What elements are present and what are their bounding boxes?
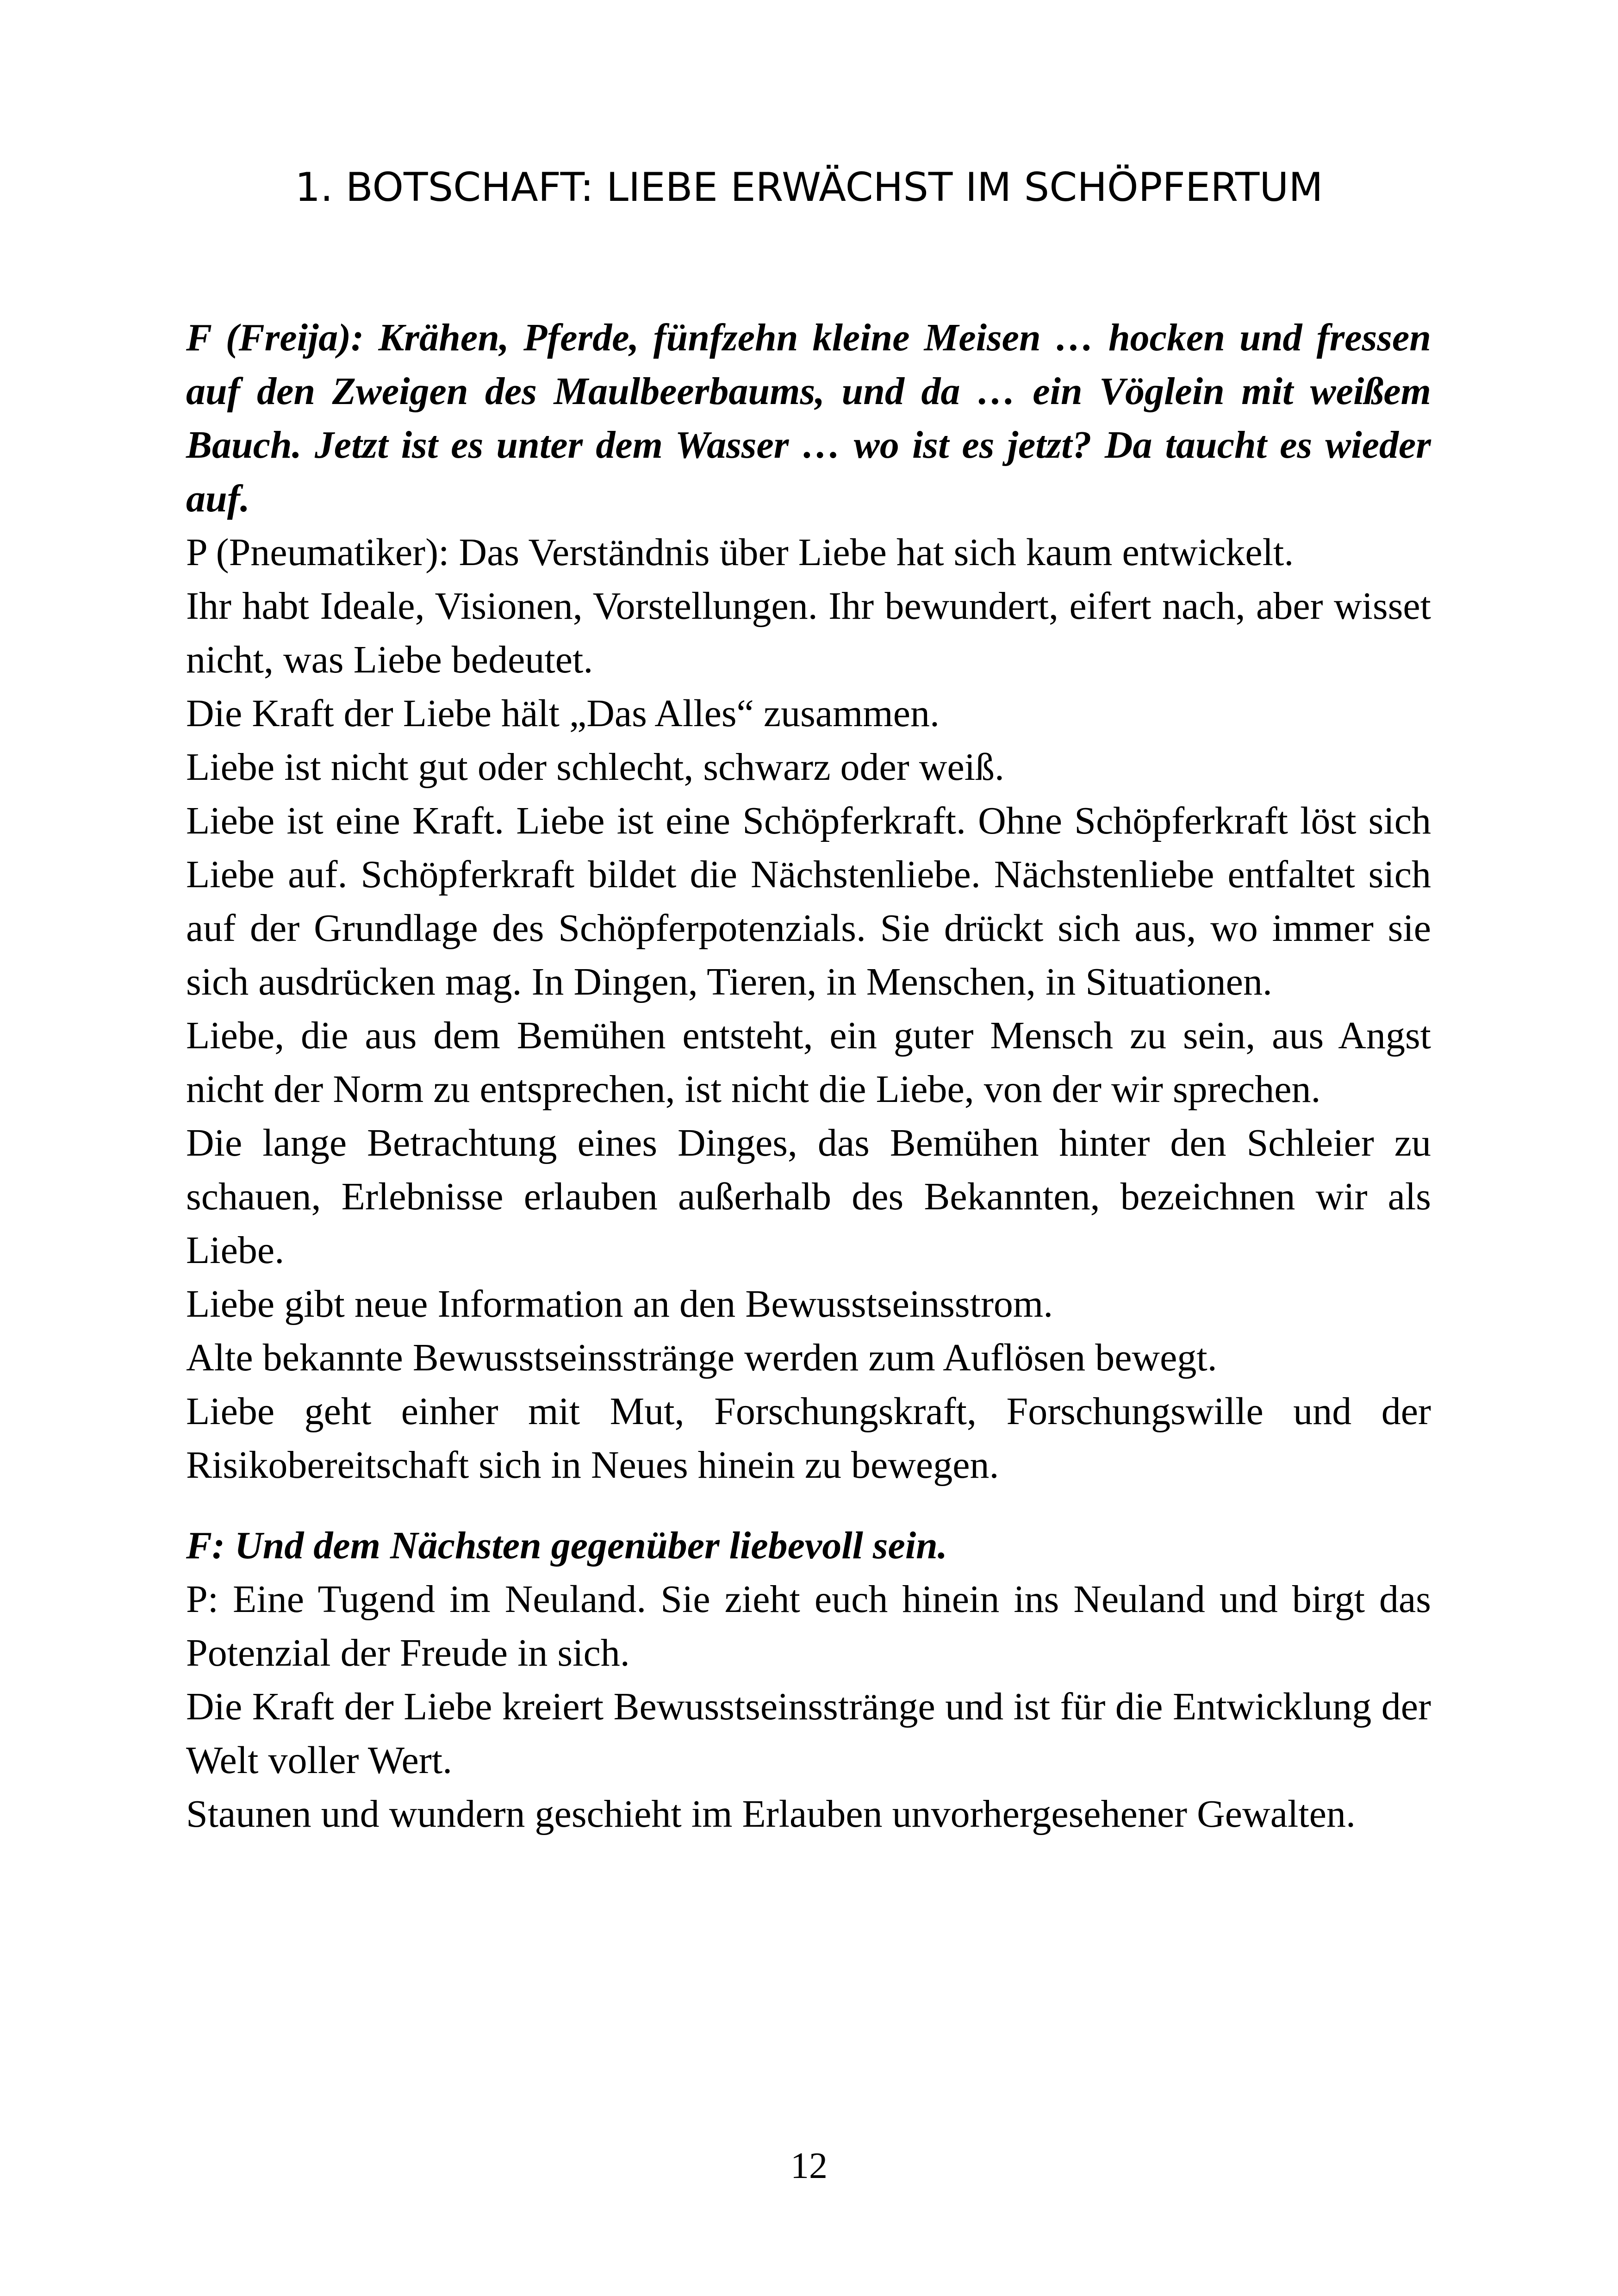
answer-paragraph: Alte bekannte Bewusstseinsstränge werden zum Auflösen bewegt. [186, 1336, 1217, 1379]
answer-paragraph: Die lange Betrachtung eines Dinges, das Bemühen hinter den Schleier zu schauen, Erlebnisse erlauben außerhalb des Bekannten, bezeichnen wir als Liebe. [186, 1121, 1431, 1272]
answer-paragraph: Staunen und wundern geschieht im Erlauben unvorhergesehener Gewalten. [186, 1792, 1356, 1836]
answer-paragraph: Die Kraft der Liebe kreiert Bewusstseinsstränge und ist für die Entwicklung der Welt voller Wert. [186, 1685, 1431, 1782]
answer-paragraph: P (Pneumatiker): Das Verständnis über Liebe hat sich kaum entwickelt. [186, 531, 1294, 574]
page-title: 1. BOTSCHAFT: LIEBE ERWÄCHST IM SCHÖPFERTUM [295, 164, 1323, 211]
page-number: 12 [790, 2146, 828, 2186]
answer-paragraph: Ihr habt Ideale, Visionen, Vorstellungen. Ihr bewundert, eifert nach, aber wisset nicht, was Liebe bedeutet. [186, 585, 1431, 681]
answer-paragraph: Liebe ist nicht gut oder schlecht, schwarz oder weiß. [186, 746, 1005, 789]
body-text [186, 311, 1431, 1841]
answer-paragraph: Liebe gibt neue Information an den Bewusstseinsstrom. [186, 1282, 1053, 1325]
answer-paragraph: Liebe ist eine Kraft. Liebe ist eine Schöpferkraft. Ohne Schöpferkraft löst sich Liebe auf. Schöpferkraft bildet die Nächstenliebe. Nächstenliebe entfaltet sich auf der Grundlage des Schöpferpotenzials. Sie drückt sich aus, wo immer sie sich ausdrücken mag. In Dingen, Tieren, in Menschen, in Situationen. [186, 799, 1431, 1003]
question-freija: F: Und dem Nächsten gegenüber liebevoll sein. [186, 1524, 947, 1567]
answer-paragraph: P: Eine Tugend im Neuland. Sie zieht euch hinein ins Neuland und birgt das Potenzial der Freude in sich. [186, 1578, 1431, 1674]
answer-paragraph: Liebe geht einher mit Mut, Forschungskraft, Forschungswille und der Risikobereitschaft sich in Neues hinein zu bewegen. [186, 1390, 1431, 1487]
answer-paragraph: Liebe, die aus dem Bemühen entsteht, ein guter Mensch zu sein, aus Angst nicht der Norm zu entsprechen, ist nicht die Liebe, von der wir sprechen. [186, 1014, 1431, 1111]
question-freija: F (Freija): Krähen, Pferde, fünfzehn kleine Meisen … hocken und fressen auf den Zweigen des Maulbeerbaums, und da … ein Vöglein mit weißem Bauch. Jetzt ist es unter dem Wasser … wo ist es jetzt? Da taucht es wieder auf. [186, 316, 1431, 520]
answer-paragraph: Die Kraft der Liebe hält „Das Alles“ zusammen. [186, 692, 940, 735]
